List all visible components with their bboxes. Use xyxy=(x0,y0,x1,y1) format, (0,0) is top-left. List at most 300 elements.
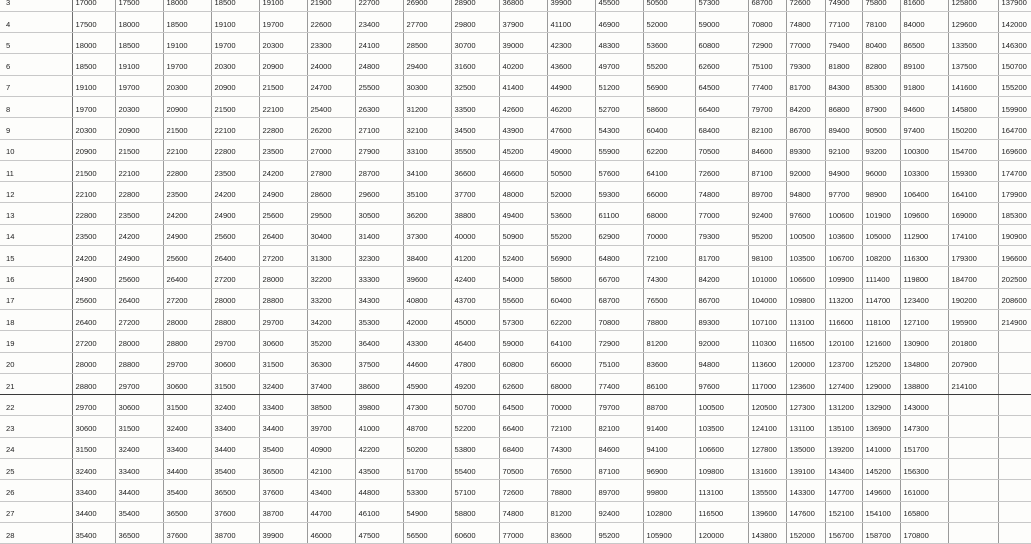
pay-cell: 70500 xyxy=(499,459,547,480)
pay-cell: 96900 xyxy=(643,459,695,480)
pay-cell: 109800 xyxy=(695,459,748,480)
pay-cell: 116500 xyxy=(695,501,748,522)
pay-cell: 190900 xyxy=(998,224,1031,245)
pay-cell: 81600 xyxy=(900,0,948,11)
pay-cell: 46400 xyxy=(451,331,499,352)
pay-cell: 116500 xyxy=(786,331,825,352)
table-row xyxy=(0,331,1031,352)
pay-cell: 35400 xyxy=(72,522,115,543)
pay-cell: 127800 xyxy=(748,437,786,458)
pay-cell: 72900 xyxy=(748,33,786,54)
pay-cell: 72100 xyxy=(547,416,595,437)
pay-cell: 99800 xyxy=(643,480,695,501)
pay-cell: 54000 xyxy=(499,267,547,288)
pay-cell: 137900 xyxy=(998,0,1031,11)
pay-cell: 169600 xyxy=(998,139,1031,160)
pay-cell: 214900 xyxy=(998,309,1031,330)
pay-cell: 57300 xyxy=(499,309,547,330)
pay-cell: 18500 xyxy=(115,33,163,54)
pay-cell: 30600 xyxy=(72,416,115,437)
pay-cell: 48700 xyxy=(403,416,451,437)
pay-cell: 24900 xyxy=(163,224,211,245)
row-index: 20 xyxy=(0,352,72,373)
pay-cell: 27200 xyxy=(163,288,211,309)
pay-cell: 112900 xyxy=(900,224,948,245)
pay-cell: 105900 xyxy=(643,522,695,543)
row-index: 27 xyxy=(0,501,72,522)
pay-cell: 28000 xyxy=(211,288,259,309)
pay-cell: 81800 xyxy=(825,54,862,75)
pay-cell: 62600 xyxy=(499,373,547,394)
pay-cell: 31300 xyxy=(307,246,355,267)
pay-cell: 28800 xyxy=(211,309,259,330)
pay-cell: 27900 xyxy=(355,139,403,160)
pay-cell: 46200 xyxy=(547,96,595,117)
table-row xyxy=(0,33,1031,54)
pay-cell: 34500 xyxy=(451,118,499,139)
pay-cell: 30600 xyxy=(115,395,163,416)
pay-cell: 60800 xyxy=(499,352,547,373)
pay-cell: 165800 xyxy=(900,501,948,522)
pay-cell: 68000 xyxy=(547,373,595,394)
pay-cell: 86700 xyxy=(786,118,825,139)
table-row xyxy=(0,96,1031,117)
pay-cell: 21500 xyxy=(72,160,115,181)
pay-cell: 31500 xyxy=(115,416,163,437)
pay-cell xyxy=(998,501,1031,522)
pay-cell: 120000 xyxy=(786,352,825,373)
pay-cell: 70800 xyxy=(748,11,786,32)
pay-cell: 19700 xyxy=(163,54,211,75)
row-index: 14 xyxy=(0,224,72,245)
pay-cell: 72600 xyxy=(695,160,748,181)
pay-cell: 25500 xyxy=(355,75,403,96)
pay-cell: 36400 xyxy=(355,331,403,352)
pay-cell: 174700 xyxy=(998,160,1031,181)
pay-cell: 72100 xyxy=(643,246,695,267)
pay-cell: 29600 xyxy=(355,182,403,203)
pay-cell: 27200 xyxy=(72,331,115,352)
pay-cell: 36600 xyxy=(451,160,499,181)
pay-cell: 35500 xyxy=(451,139,499,160)
pay-cell: 60400 xyxy=(643,118,695,139)
pay-cell: 47300 xyxy=(403,395,451,416)
pay-cell: 32400 xyxy=(72,459,115,480)
pay-cell: 28000 xyxy=(115,331,163,352)
pay-cell: 18000 xyxy=(115,11,163,32)
pay-cell: 18500 xyxy=(211,0,259,11)
pay-cell: 113100 xyxy=(695,480,748,501)
pay-cell: 24200 xyxy=(211,182,259,203)
pay-cell: 66400 xyxy=(695,96,748,117)
row-index: 10 xyxy=(0,139,72,160)
pay-cell: 37700 xyxy=(451,182,499,203)
pay-cell: 23500 xyxy=(259,139,307,160)
pay-cell: 31500 xyxy=(259,352,307,373)
pay-cell: 38700 xyxy=(211,522,259,543)
pay-cell: 94900 xyxy=(825,160,862,181)
pay-cell: 103600 xyxy=(825,224,862,245)
pay-cell: 36500 xyxy=(163,501,211,522)
pay-cell: 28800 xyxy=(115,352,163,373)
table-row xyxy=(0,352,1031,373)
pay-cell: 159900 xyxy=(998,96,1031,117)
pay-cell: 28800 xyxy=(72,373,115,394)
pay-cell: 151700 xyxy=(900,437,948,458)
pay-cell: 95200 xyxy=(595,522,643,543)
pay-cell: 40800 xyxy=(403,288,451,309)
pay-cell: 52700 xyxy=(595,96,643,117)
pay-cell: 135500 xyxy=(748,480,786,501)
pay-cell: 86500 xyxy=(900,33,948,54)
table-row xyxy=(0,395,1031,416)
table-row xyxy=(0,267,1031,288)
pay-cell: 54300 xyxy=(595,118,643,139)
pay-cell: 50900 xyxy=(499,224,547,245)
pay-cell: 119800 xyxy=(900,267,948,288)
pay-cell: 123700 xyxy=(825,352,862,373)
pay-cell: 21500 xyxy=(259,75,307,96)
table-row xyxy=(0,54,1031,75)
pay-cell: 86800 xyxy=(825,96,862,117)
pay-cell: 20900 xyxy=(259,54,307,75)
pay-cell: 133500 xyxy=(948,33,998,54)
pay-cell: 41000 xyxy=(355,416,403,437)
row-index: 6 xyxy=(0,54,72,75)
pay-cell: 36500 xyxy=(115,522,163,543)
pay-cell: 49000 xyxy=(547,139,595,160)
pay-cell: 124100 xyxy=(748,416,786,437)
pay-cell: 74300 xyxy=(547,437,595,458)
pay-cell: 29400 xyxy=(403,54,451,75)
row-index: 23 xyxy=(0,416,72,437)
table-row xyxy=(0,224,1031,245)
pay-cell: 90500 xyxy=(862,118,900,139)
pay-cell: 120000 xyxy=(695,522,748,543)
row-index: 22 xyxy=(0,395,72,416)
pay-cell: 56900 xyxy=(547,246,595,267)
pay-cell: 75100 xyxy=(748,54,786,75)
pay-cell: 138800 xyxy=(900,373,948,394)
pay-cell: 46000 xyxy=(307,522,355,543)
pay-cell: 202500 xyxy=(998,267,1031,288)
pay-cell: 84600 xyxy=(748,139,786,160)
pay-cell: 33300 xyxy=(355,267,403,288)
pay-cell: 97600 xyxy=(786,203,825,224)
pay-cell: 62200 xyxy=(643,139,695,160)
pay-cell: 22800 xyxy=(115,182,163,203)
pay-cell: 24700 xyxy=(307,75,355,96)
pay-cell: 19700 xyxy=(259,11,307,32)
pay-cell: 41200 xyxy=(451,246,499,267)
pay-cell: 43600 xyxy=(547,54,595,75)
pay-cell: 55400 xyxy=(451,459,499,480)
pay-cell: 118100 xyxy=(862,309,900,330)
pay-cell: 23300 xyxy=(307,33,355,54)
row-index: 5 xyxy=(0,33,72,54)
pay-cell: 36500 xyxy=(211,480,259,501)
pay-cell: 106600 xyxy=(695,437,748,458)
pay-cell: 79700 xyxy=(595,395,643,416)
pay-cell: 44600 xyxy=(403,352,451,373)
pay-cell: 29700 xyxy=(163,352,211,373)
pay-cell: 41100 xyxy=(547,11,595,32)
pay-cell: 145800 xyxy=(948,96,998,117)
pay-cell xyxy=(948,416,998,437)
pay-cell: 34200 xyxy=(307,309,355,330)
pay-cell: 70800 xyxy=(595,309,643,330)
table-row xyxy=(0,139,1031,160)
pay-cell: 37500 xyxy=(355,352,403,373)
pay-cell: 52200 xyxy=(451,416,499,437)
pay-cell: 185300 xyxy=(998,203,1031,224)
pay-cell: 120100 xyxy=(825,331,862,352)
pay-cell: 127300 xyxy=(786,395,825,416)
table-row xyxy=(0,0,1031,11)
pay-cell: 89300 xyxy=(786,139,825,160)
pay-cell: 32500 xyxy=(451,75,499,96)
pay-cell: 161000 xyxy=(900,480,948,501)
pay-cell: 39600 xyxy=(403,267,451,288)
pay-cell: 66000 xyxy=(547,352,595,373)
pay-cell: 131600 xyxy=(748,459,786,480)
pay-cell: 37600 xyxy=(211,501,259,522)
pay-cell: 42100 xyxy=(307,459,355,480)
pay-cell: 208600 xyxy=(998,288,1031,309)
pay-cell: 97400 xyxy=(900,118,948,139)
pay-cell: 52400 xyxy=(499,246,547,267)
pay-cell: 33100 xyxy=(403,139,451,160)
pay-cell: 55200 xyxy=(643,54,695,75)
pay-cell: 89700 xyxy=(748,182,786,203)
pay-cell: 20900 xyxy=(115,118,163,139)
row-index: 25 xyxy=(0,459,72,480)
pay-cell: 98900 xyxy=(862,182,900,203)
pay-cell: 103500 xyxy=(786,246,825,267)
pay-cell: 143800 xyxy=(748,522,786,543)
pay-cell: 95200 xyxy=(748,224,786,245)
pay-cell: 26200 xyxy=(307,118,355,139)
pay-cell: 57600 xyxy=(595,160,643,181)
pay-cell: 113100 xyxy=(786,309,825,330)
pay-cell: 36500 xyxy=(259,459,307,480)
pay-cell: 70000 xyxy=(547,395,595,416)
pay-cell: 27700 xyxy=(403,11,451,32)
pay-cell: 37300 xyxy=(403,224,451,245)
table-row xyxy=(0,75,1031,96)
pay-cell: 27800 xyxy=(307,160,355,181)
row-index: 4 xyxy=(0,11,72,32)
pay-cell xyxy=(948,480,998,501)
pay-cell: 97700 xyxy=(825,182,862,203)
pay-cell: 33200 xyxy=(307,288,355,309)
pay-cell xyxy=(998,522,1031,543)
pay-cell: 19100 xyxy=(211,11,259,32)
pay-cell: 207900 xyxy=(948,352,998,373)
row-index: 17 xyxy=(0,288,72,309)
pay-cell: 55600 xyxy=(499,288,547,309)
pay-cell: 81200 xyxy=(643,331,695,352)
pay-cell: 89300 xyxy=(695,309,748,330)
pay-cell: 31200 xyxy=(403,96,451,117)
pay-cell: 87900 xyxy=(862,96,900,117)
pay-cell: 48300 xyxy=(595,33,643,54)
pay-cell: 45000 xyxy=(451,309,499,330)
pay-cell: 107100 xyxy=(748,309,786,330)
pay-cell: 22100 xyxy=(163,139,211,160)
pay-cell: 30300 xyxy=(403,75,451,96)
pay-cell: 147600 xyxy=(786,501,825,522)
pay-cell: 35200 xyxy=(307,331,355,352)
pay-cell: 68000 xyxy=(643,203,695,224)
pay-cell: 96000 xyxy=(862,160,900,181)
pay-cell: 54900 xyxy=(403,501,451,522)
pay-cell: 47500 xyxy=(355,522,403,543)
pay-cell: 84000 xyxy=(900,11,948,32)
pay-cell: 150700 xyxy=(998,54,1031,75)
pay-cell: 20300 xyxy=(72,118,115,139)
pay-cell: 154100 xyxy=(862,501,900,522)
pay-cell: 53800 xyxy=(451,437,499,458)
pay-cell: 28800 xyxy=(259,288,307,309)
pay-cell: 20900 xyxy=(211,75,259,96)
pay-cell: 34400 xyxy=(72,501,115,522)
pay-cell: 62600 xyxy=(695,54,748,75)
pay-cell: 27100 xyxy=(355,118,403,139)
pay-cell: 143000 xyxy=(900,395,948,416)
row-index: 11 xyxy=(0,160,72,181)
pay-cell: 108200 xyxy=(862,246,900,267)
pay-cell: 24100 xyxy=(355,33,403,54)
pay-cell: 32400 xyxy=(115,437,163,458)
pay-cell: 32400 xyxy=(211,395,259,416)
pay-cell: 94600 xyxy=(900,96,948,117)
pay-cell: 72900 xyxy=(595,331,643,352)
pay-cell: 37900 xyxy=(499,11,547,32)
pay-cell: 147700 xyxy=(825,480,862,501)
pay-cell xyxy=(998,373,1031,394)
pay-cell: 150200 xyxy=(948,118,998,139)
pay-cell: 94800 xyxy=(695,352,748,373)
pay-cell: 82100 xyxy=(595,416,643,437)
table-row xyxy=(0,160,1031,181)
pay-cell: 83600 xyxy=(547,522,595,543)
pay-cell: 24200 xyxy=(163,203,211,224)
pay-cell: 135000 xyxy=(786,437,825,458)
pay-cell: 106600 xyxy=(786,267,825,288)
row-index: 9 xyxy=(0,118,72,139)
pay-cell: 152000 xyxy=(786,522,825,543)
pay-cell: 70500 xyxy=(695,139,748,160)
pay-cell: 49200 xyxy=(451,373,499,394)
pay-cell: 190200 xyxy=(948,288,998,309)
pay-cell: 44700 xyxy=(307,501,355,522)
pay-cell: 36800 xyxy=(499,0,547,11)
pay-cell: 26400 xyxy=(211,246,259,267)
pay-cell: 28900 xyxy=(451,0,499,11)
pay-cell: 114700 xyxy=(862,288,900,309)
pay-cell xyxy=(998,352,1031,373)
pay-cell: 27200 xyxy=(211,267,259,288)
pay-cell: 43900 xyxy=(499,118,547,139)
pay-cell: 136900 xyxy=(862,416,900,437)
table-row xyxy=(0,480,1031,501)
pay-cell: 58600 xyxy=(643,96,695,117)
pay-cell: 125200 xyxy=(862,352,900,373)
table-row xyxy=(0,182,1031,203)
pay-cell: 35400 xyxy=(259,437,307,458)
pay-cell: 110300 xyxy=(748,331,786,352)
pay-cell: 86100 xyxy=(643,373,695,394)
pay-cell: 28000 xyxy=(72,352,115,373)
pay-cell: 33400 xyxy=(211,416,259,437)
pay-cell: 23500 xyxy=(211,160,259,181)
pay-cell xyxy=(998,395,1031,416)
pay-cell xyxy=(948,395,998,416)
pay-cell: 32400 xyxy=(259,373,307,394)
pay-cell: 49400 xyxy=(499,203,547,224)
pay-cell: 64100 xyxy=(643,160,695,181)
pay-cell: 28500 xyxy=(403,33,451,54)
pay-cell: 29700 xyxy=(115,373,163,394)
pay-cell: 113200 xyxy=(825,288,862,309)
pay-cell: 169000 xyxy=(948,203,998,224)
pay-cell: 50500 xyxy=(547,160,595,181)
pay-cell: 35400 xyxy=(115,501,163,522)
pay-cell: 29500 xyxy=(307,203,355,224)
pay-cell: 78100 xyxy=(862,11,900,32)
pay-cell: 32300 xyxy=(355,246,403,267)
pay-cell: 28700 xyxy=(355,160,403,181)
pay-cell: 21900 xyxy=(307,0,355,11)
pay-cell: 25400 xyxy=(307,96,355,117)
table-row xyxy=(0,203,1031,224)
pay-cell: 70000 xyxy=(643,224,695,245)
pay-cell: 98100 xyxy=(748,246,786,267)
pay-cell: 38400 xyxy=(403,246,451,267)
pay-cell: 113600 xyxy=(748,352,786,373)
pay-cell: 62200 xyxy=(547,309,595,330)
pay-cell: 46100 xyxy=(355,501,403,522)
table-row xyxy=(0,416,1031,437)
pay-cell: 72600 xyxy=(786,0,825,11)
pay-cell: 22800 xyxy=(211,139,259,160)
pay-cell: 84200 xyxy=(786,96,825,117)
table-row xyxy=(0,288,1031,309)
pay-cell: 132900 xyxy=(862,395,900,416)
pay-cell: 33400 xyxy=(163,437,211,458)
pay-cell: 30600 xyxy=(163,373,211,394)
pay-cell: 22600 xyxy=(307,11,355,32)
pay-cell: 127400 xyxy=(825,373,862,394)
pay-cell: 77400 xyxy=(748,75,786,96)
pay-cell: 33400 xyxy=(115,459,163,480)
pay-cell: 101000 xyxy=(748,267,786,288)
pay-cell: 29700 xyxy=(259,309,307,330)
pay-cell: 97600 xyxy=(695,373,748,394)
pay-cell: 20300 xyxy=(115,96,163,117)
pay-cell: 109800 xyxy=(786,288,825,309)
pay-cell: 214100 xyxy=(948,373,998,394)
pay-cell: 141600 xyxy=(948,75,998,96)
pay-cell: 50200 xyxy=(403,437,451,458)
pay-cell: 147300 xyxy=(900,416,948,437)
pay-cell: 75800 xyxy=(862,0,900,11)
pay-cell: 21500 xyxy=(115,139,163,160)
pay-cell: 195900 xyxy=(948,309,998,330)
pay-cell: 22100 xyxy=(259,96,307,117)
pay-cell: 68400 xyxy=(695,118,748,139)
